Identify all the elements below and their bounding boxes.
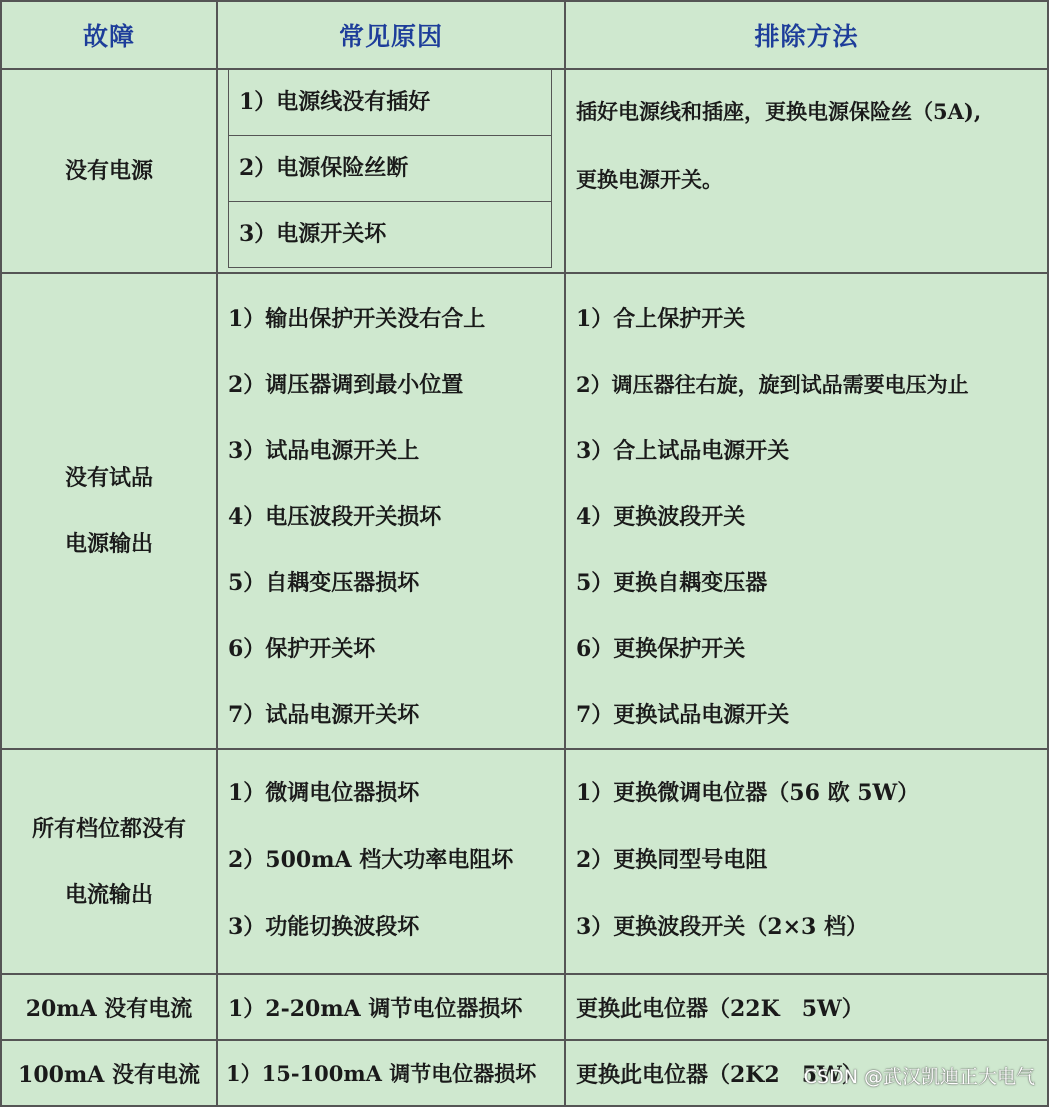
cause-inner-table: [228, 70, 552, 268]
remedy-line: 5）更换自耦变压器: [576, 570, 768, 596]
remedy-line: 7）更换试品电源开关: [576, 702, 790, 728]
cause-cell: [217, 974, 565, 1040]
fault-cell: [1, 1040, 217, 1106]
remedy-line: 4）更换波段开关: [576, 504, 746, 530]
cause-line: 6）保护开关坏: [228, 636, 376, 662]
remedy-line: 更换此电位器（22K 5W）: [576, 995, 864, 1022]
remedy-cell: [565, 273, 1048, 749]
table-row: [1, 69, 1048, 273]
table-row: [1, 749, 1048, 974]
cause-line: 1）电源线没有插好: [229, 70, 551, 136]
remedy-line: 3）更换波段开关（2×3 档）: [576, 914, 869, 940]
remedy-line: 2）调压器往右旋，旋到试品需要电压为止: [576, 372, 969, 397]
remedy-line: 3）合上试品电源开关: [576, 438, 790, 464]
cause-cell: [217, 273, 565, 749]
remedy-cell: [565, 974, 1048, 1040]
cause-line: 2）500mA 档大功率电阻坏: [228, 847, 514, 873]
remedy-line: 2）更换同型号电阻: [576, 847, 768, 873]
fault-line: 没有试品: [64, 465, 153, 491]
remedy-line: 更换此电位器（2K2 5W）: [576, 1061, 864, 1088]
cause-line: 7）试品电源开关坏: [228, 702, 420, 728]
fault-line: 100mA 没有电流: [18, 1061, 200, 1088]
fault-line: 20mA 没有电流: [25, 995, 193, 1022]
table-row: [1, 273, 1048, 749]
remedy-cell: [565, 749, 1048, 974]
cause-cell: [217, 69, 565, 273]
fault-cell: [1, 69, 217, 273]
header-causes: 常见原因: [217, 1, 565, 69]
cause-line: 2）调压器调到最小位置: [228, 372, 464, 398]
cause-line: 1）输出保护开关没右合上: [228, 306, 486, 332]
remedy-line: 1）更换微调电位器（56 欧 5W）: [576, 780, 920, 806]
cause-line: 3）试品电源开关上: [228, 438, 420, 464]
table-row: [1, 974, 1048, 1040]
remedy-line: 1）合上保护开关: [576, 306, 746, 332]
cause-cell: [217, 749, 565, 974]
fault-line: 没有电源: [64, 158, 153, 184]
remedy-line: 更换电源开关。: [576, 167, 723, 192]
cause-line: 3）电源开关坏: [239, 221, 387, 247]
cause-line: 5）自耦变压器损坏: [228, 570, 420, 596]
fault-line: 电流输出: [64, 881, 153, 908]
header-remedies: 排除方法: [565, 1, 1048, 69]
fault-line: 电源输出: [64, 531, 153, 557]
remedy-cell: [565, 69, 1048, 273]
remedy-paragraph: [566, 70, 1047, 214]
remedy-line: 6）更换保护开关: [576, 636, 746, 662]
watermark: CSDN @武汉凯迪正大电气: [803, 1066, 1035, 1088]
cause-cell: [217, 1040, 565, 1106]
fault-cell: [1, 749, 217, 974]
header-fault: 故障: [1, 1, 217, 69]
cause-line: 3）功能切换波段坏: [228, 914, 420, 940]
header-row: [1, 1, 1048, 69]
cause-line: 1）2-20mA 调节电位器损坏: [228, 995, 523, 1022]
remedy-line: 插好电源线和插座，更换电源保险丝（5A),: [576, 99, 982, 124]
fault-cell: [1, 273, 217, 749]
cause-line: 4）电压波段开关损坏: [228, 504, 442, 530]
cause-line: 2）电源保险丝断: [229, 136, 551, 202]
cause-line: 1）微调电位器损坏: [228, 780, 420, 806]
fault-cell: [1, 974, 217, 1040]
fault-line: 所有档位都没有: [31, 815, 186, 842]
cause-line: 1）15-100mA 调节电位器损坏: [226, 1061, 537, 1086]
